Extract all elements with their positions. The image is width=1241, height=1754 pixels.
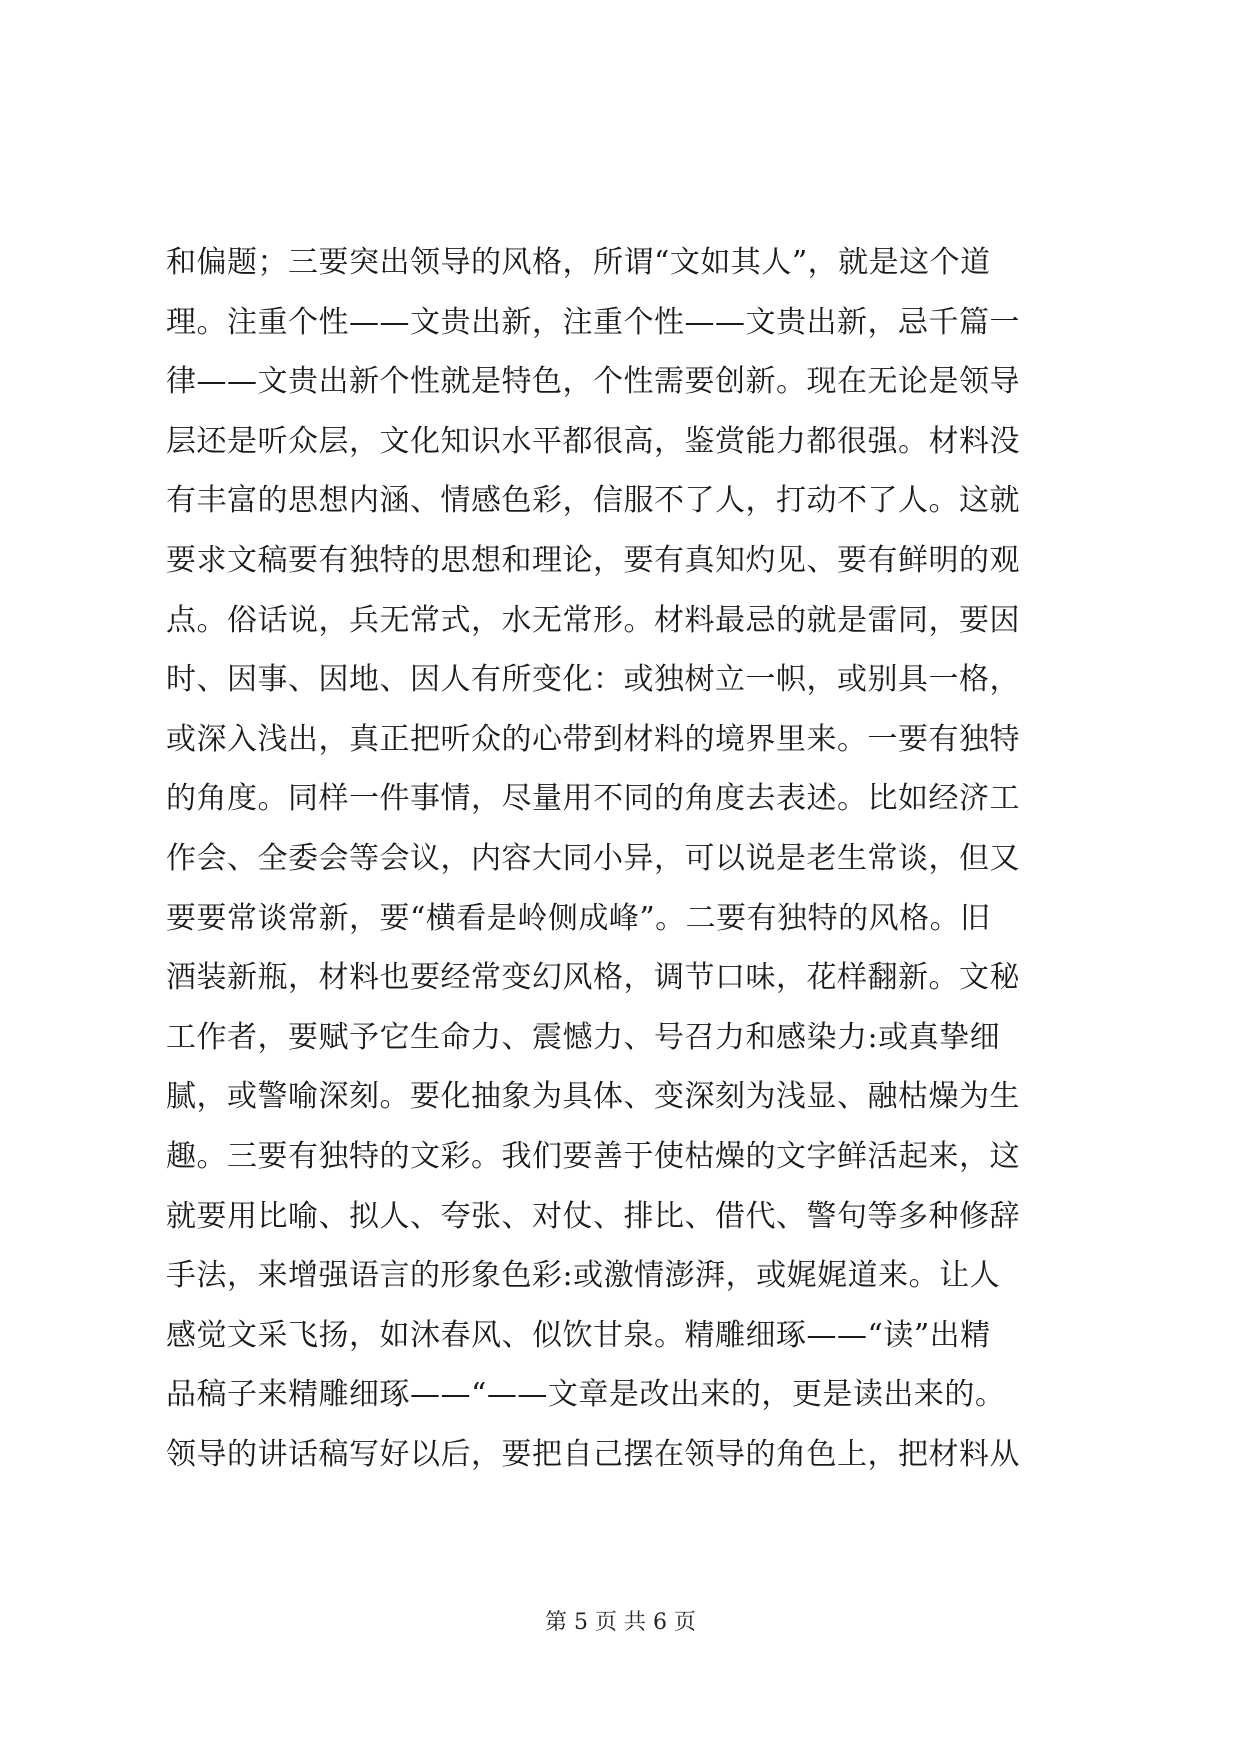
text-line: 要要常谈常新，要“横看是岭侧成峰”。二要有独特的风格。旧 xyxy=(166,900,991,936)
text-line: 的角度。同样一件事情，尽量用不同的角度去表述。比如经济工 xyxy=(166,781,1020,817)
text-line: 律——文贵出新个性就是特色，个性需要创新。现在无论是领导 xyxy=(166,364,1020,400)
text-line: 要求文稿要有独特的思想和理论，要有真知灼见、要有鲜明的观 xyxy=(166,542,1020,578)
text-line: 有丰富的思想内涵、情感色彩，信服不了人，打动不了人。这就 xyxy=(166,483,1020,519)
text-line: 和偏题；三要突出领导的风格，所谓“文如其人”，就是这个道 xyxy=(166,245,991,280)
text-line: 或深入浅出，真正把听众的心带到材料的境界里来。一要有独特 xyxy=(166,721,1020,757)
text-line: 感觉文采飞扬，如沐春风、似饮甘泉。精雕细琢——“读”出精 xyxy=(166,1317,991,1353)
text-line: 趣。三要有独特的文彩。我们要善于使枯燥的文字鲜活起来，这 xyxy=(166,1138,1020,1174)
text-line: 领导的讲话稿写好以后，要把自己摆在领导的角色上，把材料从 xyxy=(166,1436,1020,1472)
text-line: 层还是听众层，文化知识水平都很高，鉴赏能力都很强。材料没 xyxy=(166,423,1020,459)
text-line: 理。注重个性——文贵出新，注重个性——文贵出新，忌千篇一 xyxy=(166,304,1020,340)
page-number: 第 5 页 共 6 页 xyxy=(545,1610,696,1635)
text-line: 酒装新瓶，材料也要经常变幻风格，调节口味，花样翻新。文秘 xyxy=(166,960,1020,996)
text-line: 点。俗话说，兵无常式，水无常形。材料最忌的就是雷同，要因 xyxy=(166,602,1020,638)
text-line: 作会、全委会等会议，内容大同小异，可以说是老生常谈，但又 xyxy=(166,840,1020,876)
text-line: 手法，来增强语言的形象色彩:或激情澎湃，或娓娓道来。让人 xyxy=(166,1258,1001,1294)
page-footer xyxy=(0,1608,1241,1638)
text-line: 时、因事、因地、因人有所变化：或独树立一帜，或别具一格， xyxy=(166,662,1020,698)
text-line: 品稿子来精雕细琢——“——文章是改出来的，更是读出来的。 xyxy=(166,1377,1006,1413)
text-line: 工作者，要赋予它生命力、震憾力、号召力和感染力:或真挚细 xyxy=(166,1019,1001,1055)
body-text xyxy=(166,233,1086,1484)
text-line: 就要用比喻、拟人、夸张、对仗、排比、借代、警句等多种修辞 xyxy=(166,1198,1020,1234)
text-line: 腻，或警喻深刻。要化抽象为具体、变深刻为浅显、融枯燥为生 xyxy=(166,1079,1020,1115)
